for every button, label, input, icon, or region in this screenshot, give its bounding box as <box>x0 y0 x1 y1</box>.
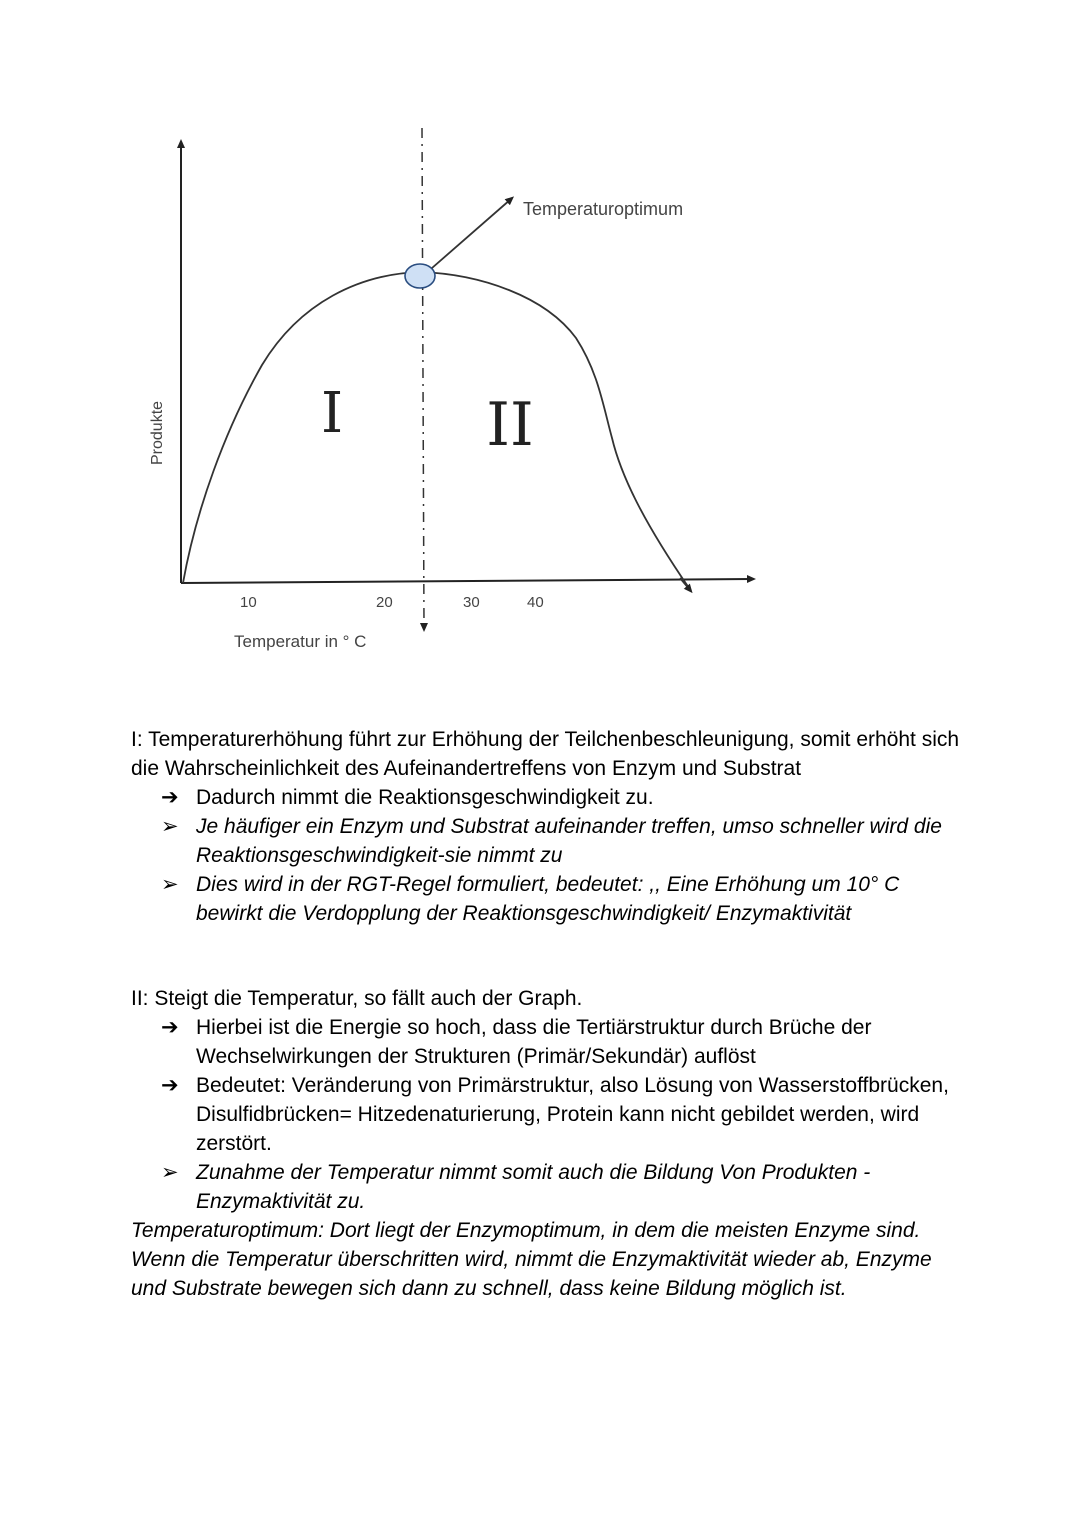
y-axis-label: Produkte <box>149 400 166 465</box>
section1-item <box>131 870 961 928</box>
section2-item <box>131 1071 961 1158</box>
item-text: Dies wird in der RGT-Regel formuliert, bedeutet: ,, Eine Erhöhung um 10° C bewirkt die Verdopplung der Reaktionsgeschwindigkeit/ Enzymaktivität <box>196 873 900 925</box>
chevron-bullet-icon: ➢ <box>161 1161 179 1184</box>
item-text: Zunahme der Temperatur nimmt somit auch die Bildung Von Produkten - Enzymaktivität zu. <box>196 1161 871 1213</box>
x-tick-label: 40 <box>527 594 544 611</box>
activity-curve <box>183 272 689 588</box>
section1-item <box>131 812 961 870</box>
x-tick-label: 10 <box>240 594 257 611</box>
optimum-dashed-line <box>422 128 424 628</box>
region-label-ii: II <box>486 390 534 460</box>
x-tick-label: 30 <box>463 594 480 611</box>
region-label-i: I <box>320 381 344 446</box>
notes <box>131 725 961 1303</box>
chevron-bullet-icon: ➢ <box>161 815 179 838</box>
item-text: Bedeutet: Veränderung von Primärstruktur, also Lösung von Wasserstoffbrücken, Disulfidbrücken= Hitzedenaturierung, Protein kann nicht gebildet werden, wird zerstört. <box>196 1074 949 1155</box>
section2-item <box>131 1158 961 1216</box>
section2-item <box>131 1013 961 1071</box>
section1-intro: I: Temperaturerhöhung führt zur Erhöhung der Teilchenbeschleunigung, somit erhöht sich die Wahrscheinlichkeit des Aufeinandertreffens von Enzym und Substrat <box>131 728 960 780</box>
annotation-pointer <box>432 199 511 268</box>
x-axis-label: Temperatur in ° C <box>234 632 367 651</box>
chevron-bullet-icon: ➢ <box>161 873 179 896</box>
section-spacer <box>131 928 961 984</box>
arrow-bullet-icon: ➔ <box>161 1074 179 1097</box>
item-text: Dadurch nimmt die Reaktionsgeschwindigkeit zu. <box>196 786 654 809</box>
arrow-bullet-icon: ➔ <box>161 786 179 809</box>
item-text: Je häufiger ein Enzym und Substrat aufeinander treffen, umso schneller wird die Reaktionsgeschwindigkeit-sie nimmt zu <box>196 815 942 867</box>
exceed-note: Wenn die Temperatur überschritten wird, nimmt die Enzymaktivität wieder ab, Enzyme und Substrate bewegen sich dann zu schnell, dass keine Bildung möglich ist. <box>131 1248 932 1300</box>
section1-item <box>131 783 961 812</box>
optimum-point <box>405 264 435 288</box>
annotation-label: Temperaturoptimum <box>523 199 684 219</box>
item-text: Hierbei ist die Energie so hoch, dass die Tertiärstruktur durch Brüche der Wechselwirkungen der Strukturen (Primär/Sekundär) auflöst <box>196 1016 872 1068</box>
x-axis <box>181 579 752 583</box>
temperature-activity-diagram <box>0 0 1080 680</box>
optimum-note: Temperaturoptimum: Dort liegt der Enzymoptimum, in dem die meisten Enzyme sind. <box>131 1219 921 1242</box>
x-tick-label: 20 <box>376 594 393 611</box>
section2-intro: II: Steigt die Temperatur, so fällt auch der Graph. <box>131 987 583 1010</box>
arrow-bullet-icon: ➔ <box>161 1016 179 1039</box>
